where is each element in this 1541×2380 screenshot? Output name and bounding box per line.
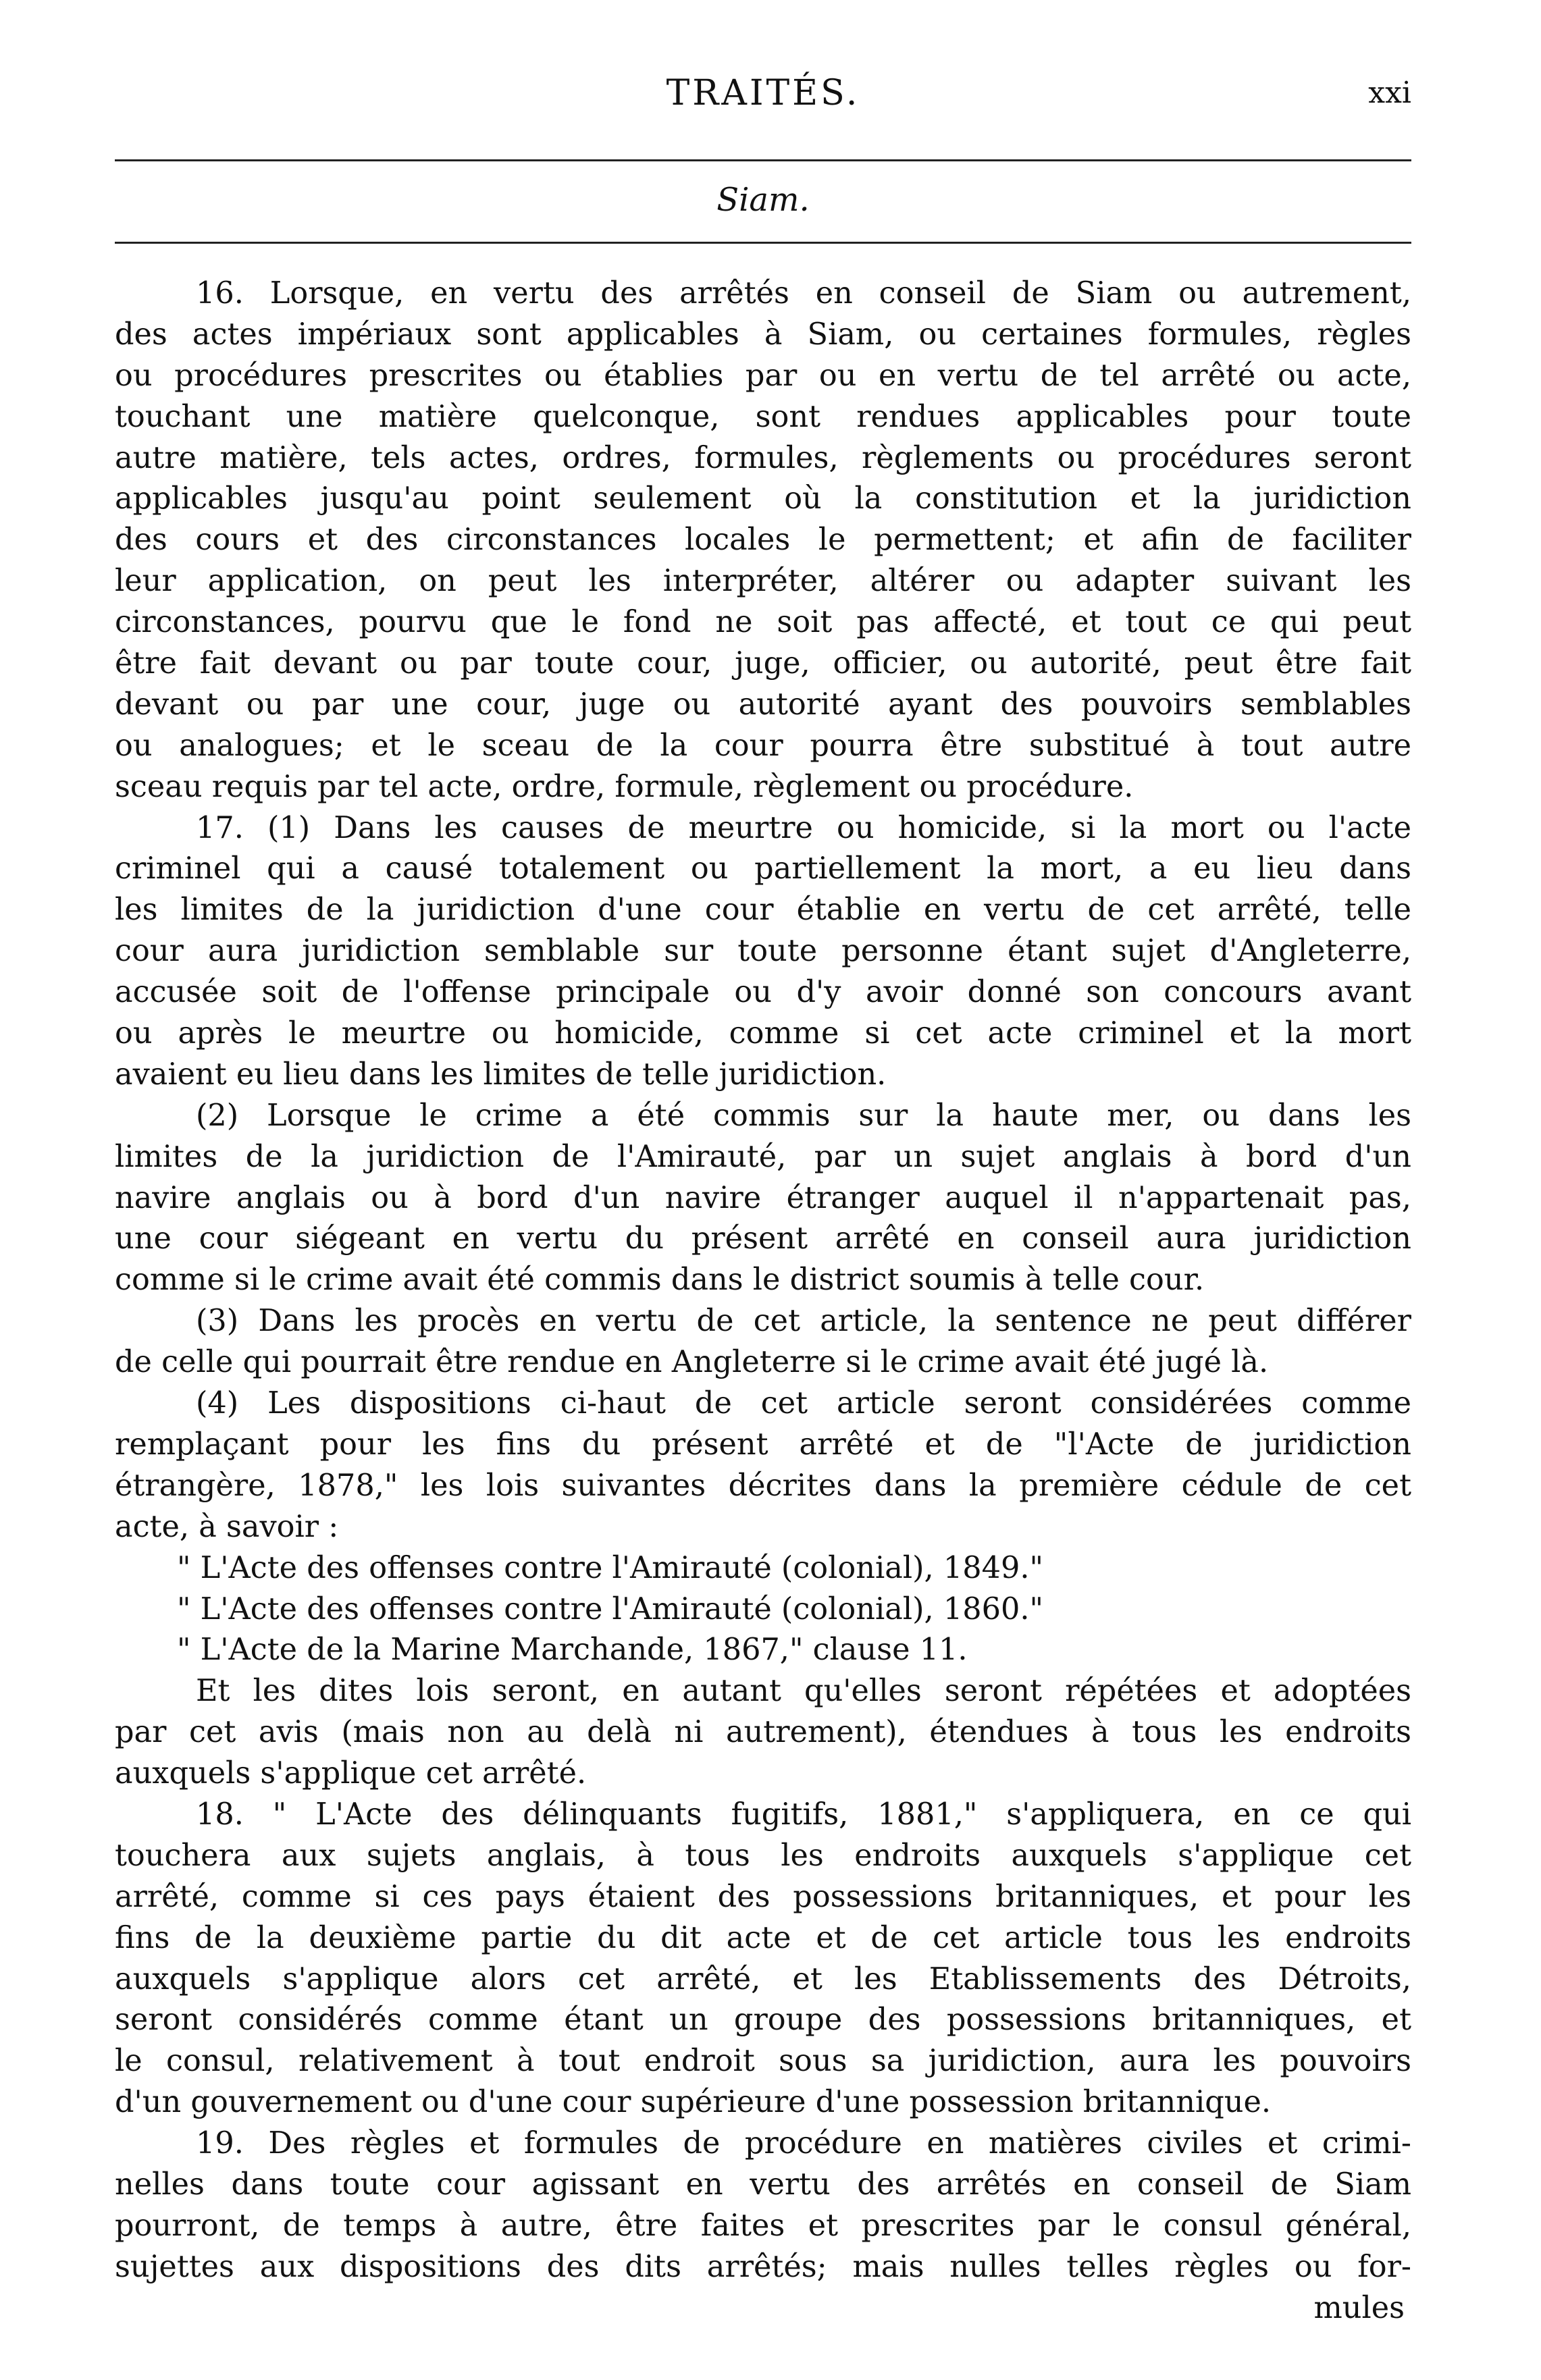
text-line: " L'Acte des offenses contre l'Amirauté (colonial), 1860." — [177, 1591, 1044, 1627]
section-rule — [115, 242, 1411, 244]
text-line: criminel qui a causé totalement ou partiellement la mort, a eu lieu dans — [115, 851, 1411, 887]
text-line: cour aura juridiction semblable sur toute personne étant sujet d'Angleterre, — [115, 933, 1411, 969]
text-line: autre matière, tels actes, ordres, formules, règlements ou procédures seront — [115, 440, 1411, 475]
text-line: étrangère, 1878," les lois suivantes décrites dans la première cédule de cet — [115, 1467, 1411, 1503]
text-line: 18. " L'Acte des délinquants fugitifs, 1881," s'appliquera, en ce qui — [196, 1796, 1411, 1832]
text-line: circonstances, pourvu que le fond ne soit pas affecté, et tout ce qui peut — [115, 604, 1411, 640]
text-line: " L'Acte des offenses contre l'Amirauté (colonial), 1849." — [177, 1550, 1044, 1585]
text-line: devant ou par une cour, juge ou autorité ayant des pouvoirs semblables — [115, 686, 1411, 722]
header-rule — [115, 159, 1411, 161]
text-line: touchant une matière quelconque, sont rendues applicables pour toute — [115, 398, 1411, 434]
text-line: ou procédures prescrites ou établies par ou en vertu de tel arrêté ou acte, — [115, 357, 1411, 393]
text-line: " L'Acte de la Marine Marchande, 1867," clause 11. — [177, 1632, 968, 1668]
text-line: mules — [1313, 2290, 1405, 2325]
text-line: (2) Lorsque le crime a été commis sur la haute mer, ou dans les — [196, 1097, 1411, 1133]
section-title: Siam. — [716, 181, 810, 219]
text-line: applicables jusqu'au point seulement où la constitution et la juridiction — [115, 481, 1411, 517]
text-line: les limites de la juridiction d'une cour établie en vertu de cet arrêté, telle — [115, 892, 1411, 928]
text-line: arrêté, comme si ces pays étaient des possessions britanniques, et pour les — [115, 1878, 1411, 1914]
text-line: une cour siégeant en vertu du présent arrêté en conseil aura juridiction — [115, 1221, 1411, 1257]
text-line: d'un gouvernement ou d'une cour supérieure d'une possession britannique. — [115, 2084, 1272, 2120]
text-line: seront considérés comme étant un groupe des possessions britanniques, et — [115, 2002, 1411, 2038]
text-line: des actes impériaux sont applicables à Siam, ou certaines formules, règles — [115, 316, 1411, 352]
running-title: TRAITÉS. — [666, 73, 860, 113]
text-line: auxquels s'applique alors cet arrêté, et les Etablissements des Détroits, — [115, 1961, 1411, 1996]
text-line: avaient eu lieu dans les limites de telle juridiction. — [115, 1056, 887, 1092]
text-line: être fait devant ou par toute cour, juge, officier, ou autorité, peut être fait — [115, 645, 1411, 681]
text-line: comme si le crime avait été commis dans le district soumis à telle cour. — [115, 1262, 1205, 1298]
text-line: (3) Dans les procès en vertu de cet article, la sentence ne peut différer — [196, 1303, 1411, 1339]
text-line: pourront, de temps à autre, être faites et prescrites par le consul général, — [115, 2207, 1411, 2243]
text-line: remplaçant pour les fins du présent arrêté et de "l'Acte de juridiction — [115, 1426, 1411, 1462]
text-line: limites de la juridiction de l'Amirauté, par un sujet anglais à bord d'un — [115, 1138, 1411, 1174]
text-line: le consul, relativement à tout endroit sous sa juridiction, aura les pouvoirs — [115, 2043, 1411, 2079]
text-line: sujettes aux dispositions des dits arrêtés; mais nulles telles règles ou for- — [115, 2248, 1411, 2284]
text-line: auxquels s'applique cet arrêté. — [115, 1755, 587, 1791]
text-line: acte, à savoir : — [115, 1508, 339, 1544]
text-line: 17. (1) Dans les causes de meurtre ou homicide, si la mort ou l'acte — [196, 810, 1411, 845]
text-line: leur application, on peut les interpréter, altérer ou adapter suivant les — [115, 563, 1411, 599]
text-line: ou analogues; et le sceau de la cour pourra être substitué à tout autre — [115, 727, 1411, 763]
text-line: (4) Les dispositions ci-haut de cet article seront considérées comme — [196, 1385, 1411, 1421]
text-line: sceau requis par tel acte, ordre, formule, règlement ou procédure. — [115, 768, 1134, 804]
text-line: 16. Lorsque, en vertu des arrêtés en conseil de Siam ou autrement, — [196, 275, 1411, 311]
text-line: par cet avis (mais non au delà ni autrement), étendues à tous les endroits — [115, 1714, 1411, 1750]
text-line: Et les dites lois seront, en autant qu'elles seront répétées et adoptées — [196, 1673, 1411, 1709]
text-line: accusée soit de l'offense principale ou d'y avoir donné son concours avant — [115, 974, 1411, 1010]
text-line: touchera aux sujets anglais, à tous les endroits auxquels s'applique cet — [115, 1837, 1411, 1873]
page-header — [115, 73, 1411, 113]
text-line: fins de la deuxième partie du dit acte et de cet article tous les endroits — [115, 1920, 1411, 1955]
text-line: des cours et des circonstances locales le permettent; et afin de faciliter — [115, 522, 1411, 558]
text-line: navire anglais ou à bord d'un navire étranger auquel il n'appartenait pas, — [115, 1180, 1411, 1215]
text-line: de celle qui pourrait être rendue en Angleterre si le crime avait été jugé là. — [115, 1344, 1269, 1380]
body-text — [115, 273, 1411, 2329]
text-line: nelles dans toute cour agissant en vertu des arrêtés en conseil de Siam — [115, 2166, 1411, 2202]
page-number: xxi — [1368, 76, 1411, 110]
text-line: ou après le meurtre ou homicide, comme si cet acte criminel et la mort — [115, 1015, 1411, 1051]
text-line: 19. Des règles et formules de procédure en matières civiles et crimi- — [196, 2125, 1411, 2161]
